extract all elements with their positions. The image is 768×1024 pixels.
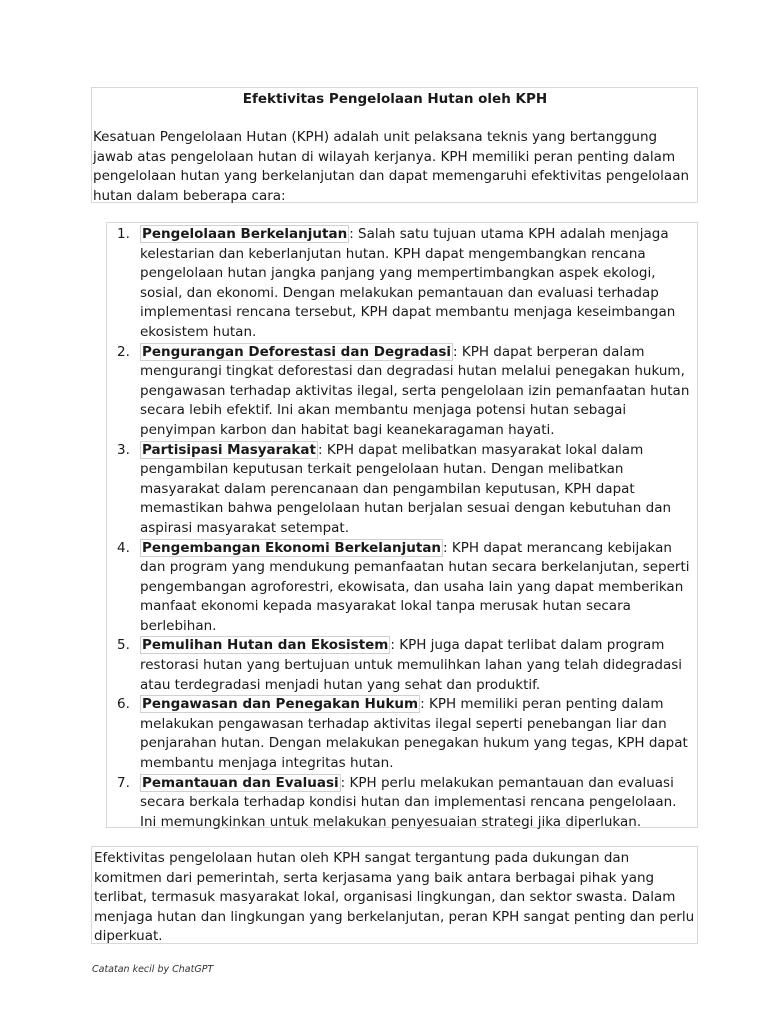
item-number: 4.	[117, 539, 130, 556]
list-item	[107, 774, 697, 833]
item-number: 5.	[117, 637, 130, 654]
item-label: Pengurangan Deforestasi dan Degradasi	[142, 343, 451, 360]
item-number: 1.	[117, 226, 130, 242]
item-text: : KPH dapat berperan dalam mengurangi tingkat deforestasi dan degradasi hutan melalui penegakan hukum, pengawasan terhadap aktivitas ilegal, serta pengelolaan izin pemanfaatan hutan secara lebih efektif. Ini akan membantu menjaga potensi hutan sebagai penyimpan karbon dan habitat bagi keanekaragaman hayati.	[140, 343, 690, 438]
item-label: Pengawasan dan Penegakan Hukum	[142, 696, 419, 713]
item-label: Pengembangan Ekonomi Berkelanjutan	[142, 539, 442, 556]
item-text: : KPH perlu melakukan pemantauan dan evaluasi secara berkala terhadap kondisi hutan dan implementasi rencana pengelolaan. Ini memungkinkan untuk melakukan penyesuaian strategi jika diperlukan.	[140, 774, 677, 830]
item-number: 7.	[117, 774, 130, 791]
item-label: Partisipasi Masyarakat	[142, 441, 316, 458]
conclusion-section	[91, 846, 698, 944]
item-text: : KPH juga dapat terlibat dalam program restorasi hutan yang bertujuan untuk memulihkan lahan yang telah didegradasi atau terdegradasi menjadi hutan yang sehat dan produktif.	[140, 637, 683, 693]
points-list	[107, 225, 697, 832]
conclusion-paragraph: Efektivitas pengelolaan hutan oleh KPH sangat tergantung pada dukungan dan komitmen dari pemerintah, serta kerjasama yang baik antara berbagai pihak yang terlibat, termasuk masyarakat lokal, organisasi lingkungan, dan sektor swasta. Dalam menjaga hutan dan lingkungan yang berkelanjutan, peran KPH sangat penting dan perlu diperkuat.	[94, 850, 695, 945]
item-number: 2.	[117, 343, 130, 360]
intro-section	[91, 87, 698, 203]
footnote: Catatan kecil by ChatGPT	[92, 964, 214, 975]
list-item	[107, 441, 697, 539]
item-text: : Salah satu tujuan utama KPH adalah menjaga kelestarian dan keberlanjutan hutan. KPH dapat mengembangkan rencana pengelolaan hutan jangka panjang yang mempertimbangkan aspek ekologi, sosial, dan ekonomi. Dengan melakukan pemantauan dan evaluasi terhadap implementasi rencana tersebut, KPH dapat membantu menjaga keseimbangan ekosistem hutan.	[140, 226, 676, 340]
item-text: : KPH dapat merancang kebijakan dan program yang mendukung pemanfaatan hutan secara berkelanjutan, seperti pengembangan agroforestri, ekowisata, dan usaha lain yang dapat memberikan manfaat ekonomi kepada masyarakat lokal tanpa merusak hutan secara berlebihan.	[140, 539, 690, 634]
item-label: Pemantauan dan Evaluasi	[142, 774, 339, 791]
document-title: Efektivitas Pengelolaan Hutan oleh KPH	[242, 91, 548, 107]
list-item	[107, 695, 697, 773]
item-number: 3.	[117, 441, 130, 458]
item-number: 6.	[117, 696, 130, 713]
item-text: : KPH memiliki peran penting dalam melakukan pengawasan terhadap aktivitas ilegal seperti penebangan liar dan penjarahan hutan. Dengan melakukan penegakan hukum yang tegas, KPH dapat membantu menjaga integritas hutan.	[140, 696, 688, 772]
list-item	[107, 539, 697, 637]
item-text: : KPH dapat melibatkan masyarakat lokal dalam pengambilan keputusan terkait pengelolaan hutan. Dengan melibatkan masyarakat dalam perencanaan dan pengambilan keputusan, KPH dapat memastikan bahwa pengelolaan hutan berjalan sesuai dengan kebutuhan dan aspirasi masyarakat setempat.	[140, 441, 672, 536]
item-label: Pengelolaan Berkelanjutan	[142, 226, 348, 242]
list-item	[107, 225, 697, 343]
item-label: Pemulihan Hutan dan Ekosistem	[142, 637, 389, 654]
list-item	[107, 343, 697, 441]
list-item	[107, 636, 697, 695]
points-list-section	[106, 222, 698, 828]
intro-paragraph: Kesatuan Pengelolaan Hutan (KPH) adalah unit pelaksana teknis yang bertanggung jawab atas pengelolaan hutan di wilayah kerjanya. KPH memiliki peran penting dalam pengelolaan hutan yang berkelanjutan dan dapat memengaruhi efektivitas pengelolaan hutan dalam beberapa cara:	[93, 129, 690, 204]
